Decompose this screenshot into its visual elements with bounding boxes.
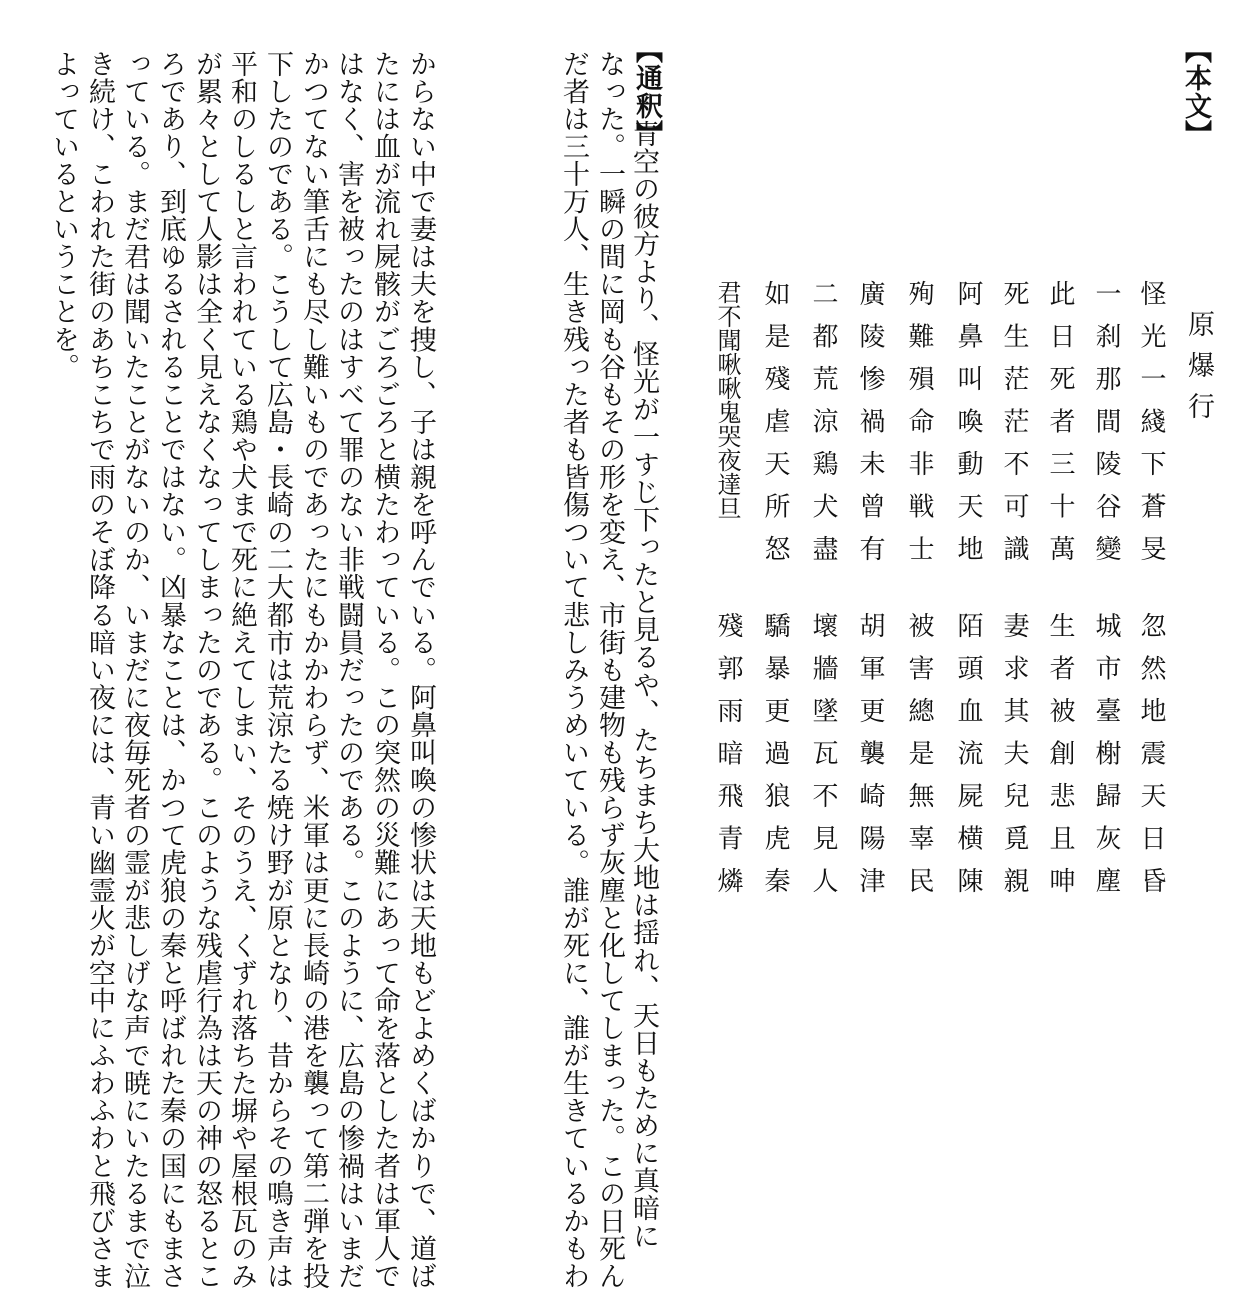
poem-line-lower-1: 忽然地震天日昏 [1136,612,1166,910]
translation-line-3: だ者は三十万人、生き残った者も皆傷ついて悲しみうめいている。誰が死に、誰が生きているかもわ [558,50,589,1290]
poem-line-lower-10: 殘郭雨暗飛青燐 [713,612,743,910]
translation-line-12: っている。まだ君は聞いたことがないのか、いまだに夜毎死者の霊が悲しげな声で暁にいたるまで泣 [119,50,150,1290]
poem-line-upper-2: 一刹那間陵谷變 [1091,280,1121,578]
poem-line-upper-5: 阿鼻叫喚動天地 [953,280,983,578]
translation-line-13: き続け、こわれた街のあちこちで雨のそぼ降る暗い夜には、青い幽霊火が空中にふわふわと飛びさま [84,50,115,1290]
poem-line-lower-2: 城市臺榭歸灰塵 [1091,612,1121,910]
translation-line-9: 平和のしるしと言われている鶏や犬まで死に絶えてしまい、そのうえ、くずれ落ちた塀や屋根瓦のみ [226,50,257,1290]
translation-line-2: なった。一瞬の間に岡も谷もその形を変え、市街も建物も残らず灰塵と化してしまった。この日死ん [594,50,625,1290]
translation-line-8: 下したのである。こうして広島・長崎の二大都市は荒涼たる焼け野が原となり、昔からその鳴き声は [262,50,293,1290]
poem-line-upper-6: 殉難殞命非戦士 [904,280,934,578]
poem-line-upper-1: 怪光一綫下蒼旻 [1136,280,1166,578]
translation-line-5: たには血が流れ屍骸がごろごろと横たわっている。この突然の災難にあって命を落とした者は軍人で [369,50,400,1290]
honbun-heading: 【本文】 [1180,36,1211,148]
poem-title: 原爆行 [1183,310,1214,433]
translation-line-4: からない中で妻は夫を捜し、子は親を呼んでいる。阿鼻叫喚の惨状は天地もどよめくばかりで、道ば [405,50,436,1290]
poem-line-lower-6: 被害總是無辜民 [904,612,934,910]
poem-line-lower-7: 胡軍更襲崎陽津 [855,612,885,910]
translation-line-6: はなく、害を被ったのはすべて罪のない非戦闘員だったのである。このように、広島の惨禍はいまだ [333,50,364,1290]
translation-line-11: ろであり、到底ゆるされることではない。凶暴なことは、かつて虎狼の秦と呼ばれた秦の国にもまさ [155,50,186,1290]
poem-line-lower-3: 生者被創悲且呻 [1045,612,1075,910]
poem-line-lower-4: 妻求其夫兒覓親 [999,612,1029,910]
poem-line-upper-4: 死生茫茫不可識 [999,280,1029,578]
translation-line-7: かつてない筆舌にも尽し難いものであったにもかかわらず、米軍は更に長崎の港を襲って第二弾を投 [298,50,329,1290]
poem-line-upper-3: 此日死者三十萬 [1045,280,1075,578]
poem-line-upper-9: 如是殘虐天所怒 [760,280,790,578]
translation-line-14: よっているということを。 [48,50,79,381]
tsushaku-heading: 【通釈】 [631,36,662,148]
poem-line-lower-8: 壞牆墜瓦不見人 [808,612,838,910]
translation-line-1: 青空の彼方より、怪光が一すじ下ったと見るや、たちまち大地は揺れ、天日もために真暗に [628,120,659,1250]
poem-line-upper-10: 君不聞啾啾鬼哭夜達旦 [713,280,741,520]
translation-line-10: が累々として人影は全く見えなくなってしまったのである。このような残虐行為は天の神の怒るとこ [191,50,222,1290]
poem-line-upper-8: 二都荒涼鶏犬盡 [808,280,838,578]
poem-line-lower-5: 陌頭血流屍横陳 [953,612,983,910]
poem-line-lower-9: 驕暴更過狼虎秦 [760,612,790,910]
poem-line-upper-7: 廣陵惨禍未曾有 [855,280,885,578]
